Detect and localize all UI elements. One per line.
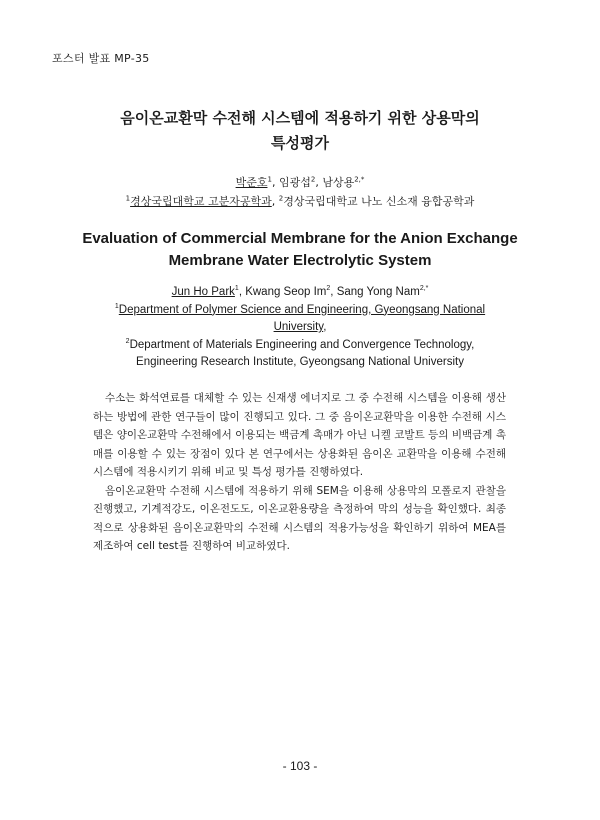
korean-affil-sup-2: 2 — [278, 194, 284, 203]
english-author-list — [0, 284, 600, 302]
english-affil-sup-1: 1 — [114, 302, 119, 310]
korean-authors-block — [0, 173, 600, 211]
english-affil-1-line1 — [0, 302, 600, 320]
page-number: - 103 - — [282, 759, 318, 773]
english-affil-1-line2 — [0, 319, 600, 337]
abstract-body — [93, 389, 506, 556]
english-title-line1: Evaluation of Commercial Membrane for the Anion Exchange — [82, 230, 518, 247]
english-author-name: Kwang Seop Im — [245, 286, 327, 298]
english-author-sup: 2 — [326, 285, 331, 293]
english-affil-1-trail: , — [323, 321, 327, 333]
korean-affil-2: 경상국립대학교 나노 신소재 융합공학과 — [283, 195, 475, 208]
korean-affil-1: 경상국립대학교 고분자공학과 — [130, 195, 272, 208]
korean-author-name: 임광섭 — [278, 176, 311, 189]
korean-author-list — [0, 173, 600, 192]
english-author-sep: , — [330, 286, 337, 298]
english-affil-2-text: Department of Materials Engineering and Convergence Technology, — [129, 338, 475, 351]
korean-author-sup: 2,* — [354, 175, 365, 184]
korean-title-line1: 음이온교환막 수전해 시스템에 적용하기 위한 상용막의 — [120, 109, 480, 127]
english-author-sup: 1 — [234, 285, 239, 293]
english-authors-block — [0, 284, 600, 372]
abstract-paragraph-2: 음이온교환막 수전해 시스템에 적용하기 위해 SEM을 이용해 상용막의 모폴로지 관찰을 진행했고, 기계적강도, 이온전도도, 이온교환용량을 측정하여 막의 성능을 확인했다. 최종적으로 상용화된 음이온교환막의 수전해 시스템의 적용가능성을 확인하기 위하여 MEA를 제조하여 cell test를 진행하여 비교하였다. — [93, 484, 506, 552]
english-author-sup: 2,* — [419, 285, 429, 293]
korean-author-sep: , — [271, 176, 279, 189]
korean-title — [0, 106, 600, 156]
abstract-paragraph-1: 수소는 화석연료를 대체할 수 있는 신재생 에너지로 그 중 수전해 시스템을 이용해 생산하는 방법에 관한 연구들이 많이 진행되고 있다. 그 중 음이온교환막을 이용한 수전해 시스템은 양이온교환막 수전해에서 이용되는 백금계 촉매가 아닌 니켈 코발트 등의 비백금계 촉매를 이용할 수 있는 장점이 있다 본 연구에서는 상용화된 음이온 교환막을 이용해 수전해 시스템에 적용시키기 위해 비교 및 특성 평가를 진행하였다. — [93, 392, 506, 478]
korean-title-line2: 특성평가 — [271, 134, 329, 152]
english-author-name: Jun Ho Park — [171, 286, 235, 298]
english-title-line2: Membrane Water Electrolytic System — [168, 252, 432, 269]
session-header: 포스터 발표 MP-35 — [52, 52, 150, 65]
english-affil-sup-2: 2 — [125, 337, 130, 345]
korean-affil-sup-1: 1 — [125, 194, 131, 203]
english-title — [0, 228, 600, 272]
english-affil-1-text-cont: University — [273, 321, 324, 333]
english-affil-2-line2: Engineering Research Institute, Gyeongsang National University — [136, 356, 464, 368]
english-author-name: Sang Yong Nam — [336, 286, 420, 298]
korean-author-sup: 2 — [310, 175, 316, 184]
english-author-sep: , — [238, 286, 246, 298]
korean-author-sup: 1 — [267, 175, 272, 184]
korean-author-name: 박준호 — [235, 176, 268, 189]
korean-author-name: 남상용 — [322, 176, 355, 189]
english-affil-1-text: Department of Polymer Science and Engineering, Gyeongsang National — [118, 303, 486, 316]
english-affil-2-line1 — [0, 337, 600, 355]
korean-author-sep: , — [315, 176, 323, 189]
korean-affiliations — [0, 192, 600, 211]
korean-affil-sep: , — [271, 195, 279, 208]
